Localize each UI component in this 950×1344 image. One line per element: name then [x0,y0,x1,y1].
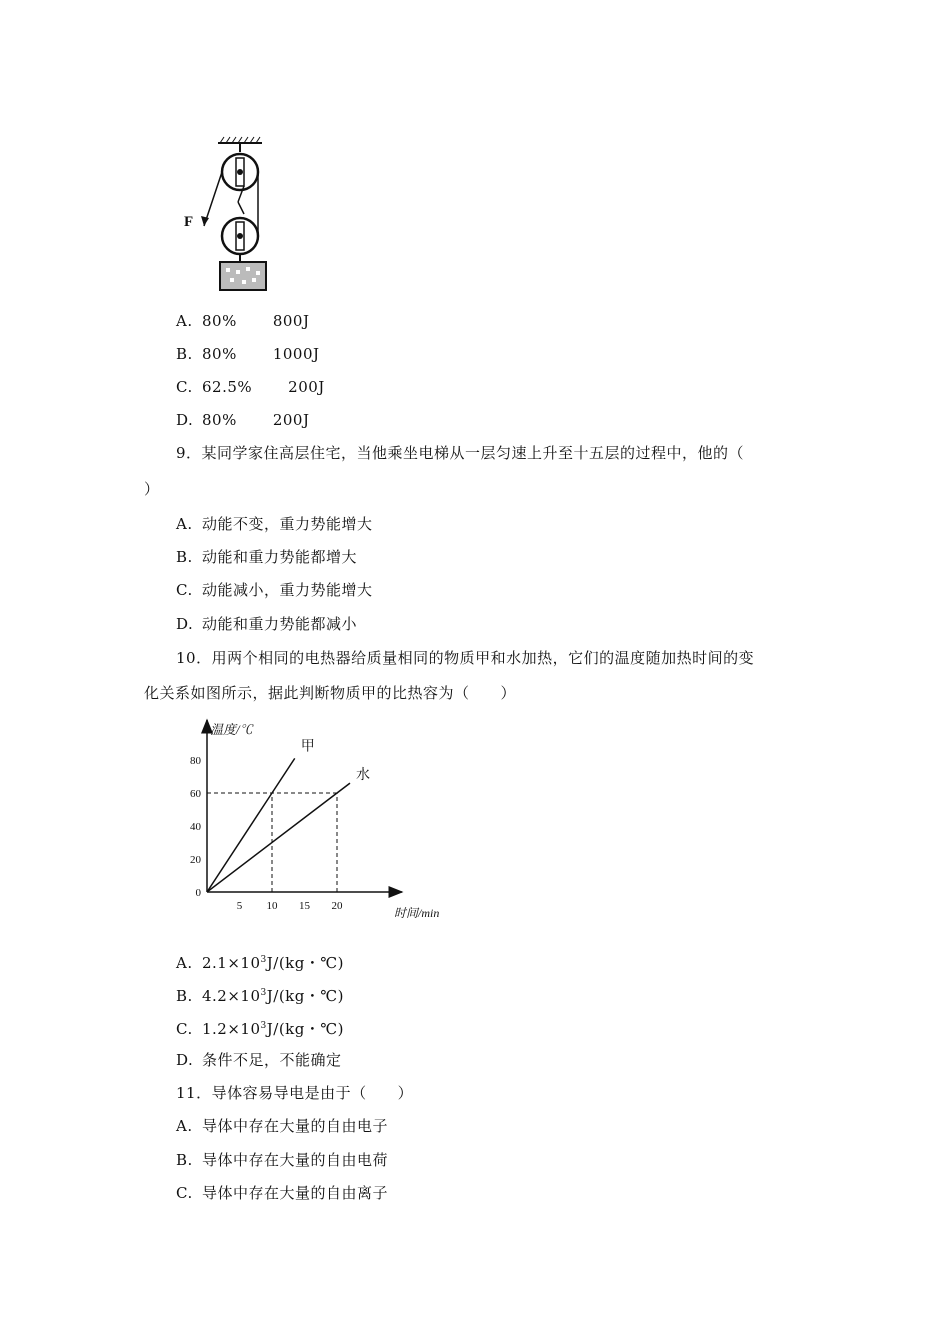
series-line-1 [207,783,350,892]
series-label-1: 水 [356,767,370,784]
y-tick-label: 60 [190,788,201,800]
force-label: F [184,214,194,230]
q8-option-b[interactable]: B. 80% 1000J [176,345,320,363]
x-tick-label: 10 [266,900,278,912]
x-tick-label: 5 [236,900,243,912]
series-line-0 [207,758,295,892]
y-tick-label: 20 [190,854,201,866]
q10-option-b[interactable]: B. $4.2\times 10^3J/(kg$・℃) [176,987,344,1005]
q11-option-c[interactable]: C. 导体中存在大量的自由离子 [176,1184,389,1202]
temperature-time-chart [180,714,460,934]
q9-option-b[interactable]: B. 动能和重力势能都增大 [176,548,358,566]
y-tick-label: 80 [190,755,201,767]
x-tick-label: 20 [331,900,343,912]
q9-stem-line1: 9．某同学家住高层住宅，当他乘坐电梯从一层匀速上升至十五层的过程中，他的（ [176,444,745,462]
q10-option-a[interactable]: A. $2.1\times 10^3J/(kg$・℃) [176,954,344,972]
pulley-figure [180,130,300,300]
q9-option-a[interactable]: A. 动能不变，重力势能增大 [176,515,373,533]
q8-option-d[interactable]: D. 80% 200J [176,411,310,429]
q8-option-c[interactable]: C. 62.5% 200J [176,378,325,396]
q10-option-d[interactable]: D. 条件不足，不能确定 [176,1051,342,1069]
q11-option-b[interactable]: B. 导体中存在大量的自由电荷 [176,1151,389,1169]
q11-option-a[interactable]: A. 导体中存在大量的自由电子 [176,1117,389,1135]
q9-stem-line2: ） [144,480,160,498]
q8-option-a[interactable]: A. 80% 800J [176,312,310,330]
y-axis-label: 温度/℃ [210,722,253,737]
x-axis-label: 时间/min [394,906,440,920]
q9-option-c[interactable]: C. 动能减小，重力势能增大 [176,581,373,599]
q9-option-d[interactable]: D. 动能和重力势能都减小 [176,615,358,633]
q10-stem-line2: 化关系如图所示，据此判断物质甲的比热容为（ ） [144,684,517,702]
series-label-0: 甲 [300,738,315,755]
q11-stem: 11．导体容易导电是由于（ ） [176,1084,414,1102]
q10-option-c[interactable]: C. $1.2\times 10^3J/(kg$・℃) [176,1020,344,1038]
y-tick-label: 0 [195,887,201,899]
x-tick-label: 15 [299,900,310,912]
q10-stem-line1: 10．用两个相同的电热器给质量相同的物质甲和水加热，它们的温度随加热时间的变 [176,649,755,667]
y-tick-label: 40 [190,821,201,833]
